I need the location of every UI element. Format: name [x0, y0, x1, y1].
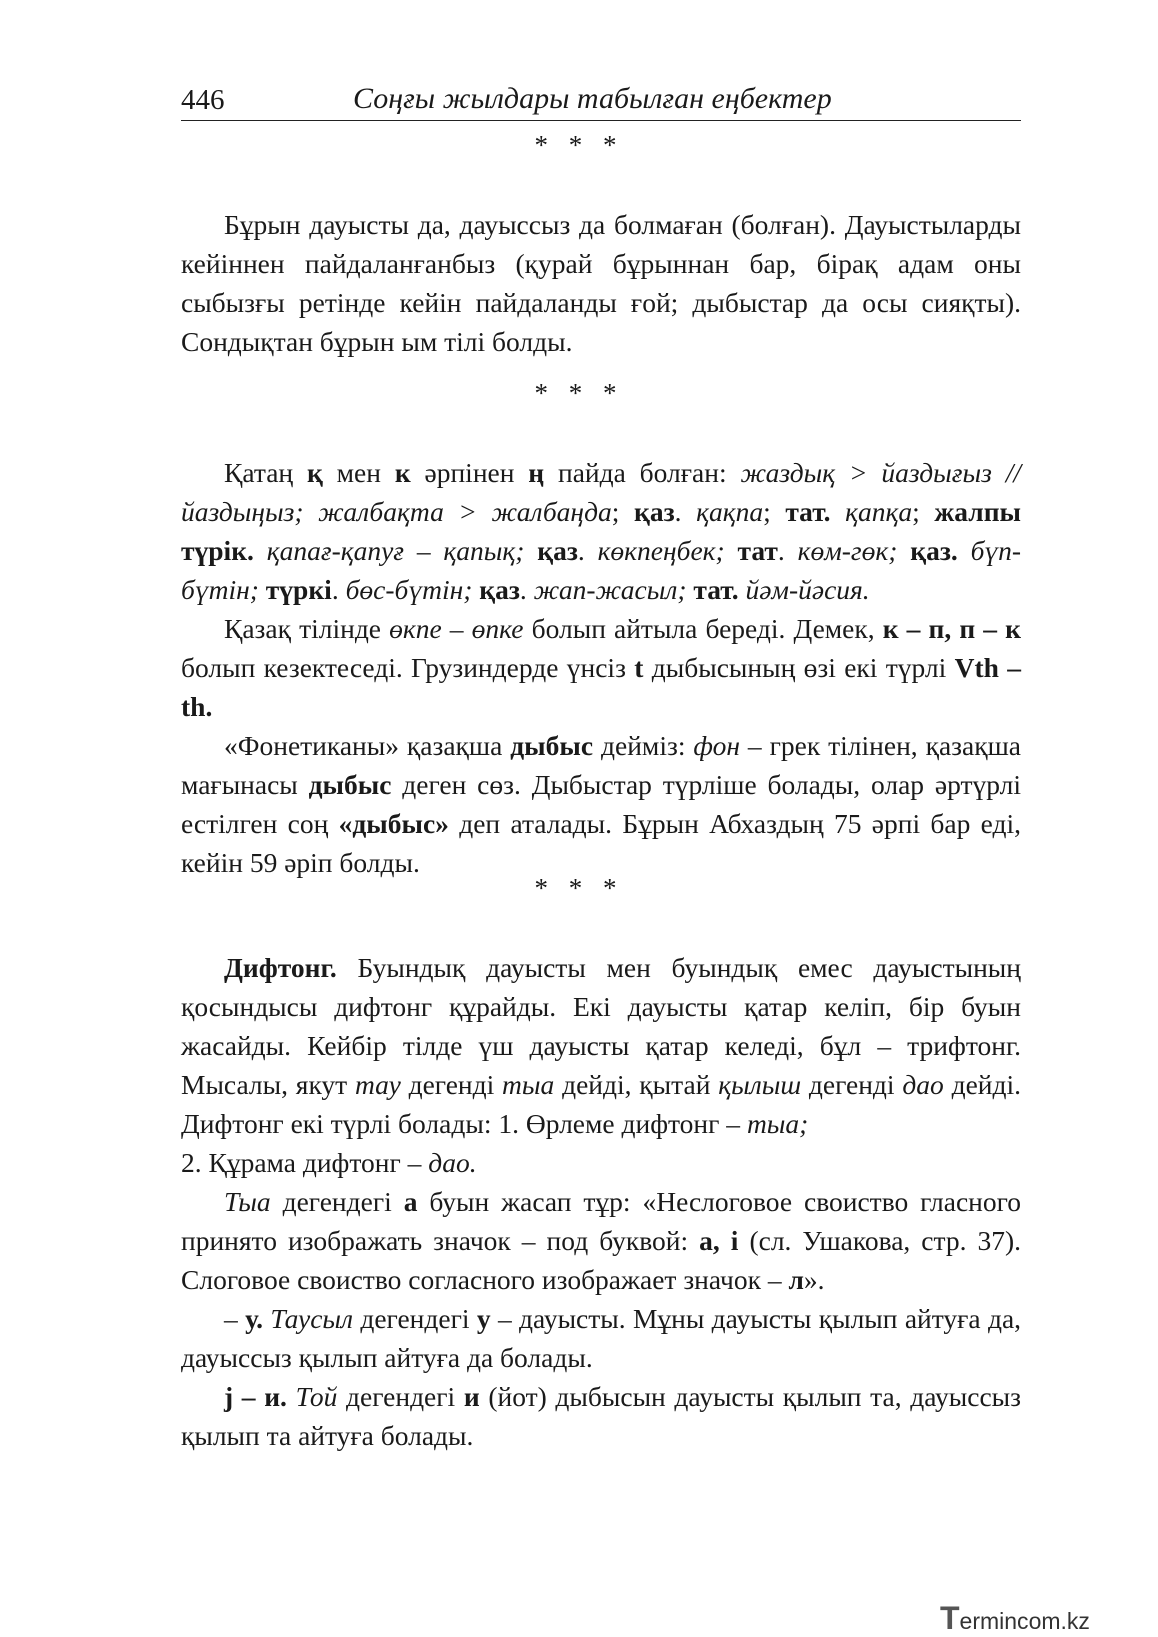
paragraph-yot: j – и. Той дегендегі и (йот) дыбысын дауысты қылып та, дауыссыз қылып та айтуға болады.	[181, 1381, 1022, 1451]
paragraph-tya: Тыа дегендегі а буын жасап тұр: «Неслоговое своиство гласного принято изображать значок – под буквой: а, і (сл. Ушакова, стр. 37). Слоговое своиство согласного изображает значок – л».	[181, 1186, 1022, 1295]
paragraph-diphthong-types: 2. Құрама дифтонг – дао.	[181, 1147, 477, 1178]
paragraph: Бұрын дауысты да, дауыссыз да болмаған (болған). Дауыстыларды кейіннен пайдаланғанбыз (қурай бұрыннан бар, бірақ адам оны сыбызғы ретінде кейін пайдаланды ғой; дыбыстар да осы сияқты). Сондықтан бұрын ым тілі болды.	[181, 209, 1021, 357]
running-title: Соңғы жылдары табылған еңбектер	[353, 82, 832, 115]
running-header	[181, 80, 1021, 121]
paragraph-hard-consonants: Қатаң қ мен к әрпінен ң пайда болған: жаздық > йаздығыз // йаздыңыз; жалбақта > жалбаңда; қаз. қақпа; тат. қапқа; жалпы түрік. қапағ-қапуғ – қапық; қаз. көкпеңбек; тат. көм-гөк; қаз. бүп-бүтін; түркі. бөс-бүтін; қаз. жап-жасыл; тат. йәм-йәсия.	[181, 457, 1022, 605]
paragraph-phonetics: «Фонетиканы» қазақша дыбыс дейміз: фон – грек тілінен, қазақша мағынасы дыбыс деген сөз. Дыбыстар түрліше болады, олар әртүрлі естілген соң «дыбыс» деп аталады. Бұрын Абхаздың 75 әрпі бар еді, кейін 59 әріп болды.	[181, 730, 1021, 878]
section-separator-1: * * *	[534, 130, 624, 160]
paragraph-kazakh-pronunciation: Қазақ тілінде өкпе – өпке болып айтыла береді. Демек, к – п, п – к болып кезектеседі. Грузиндерде үнсіз t дыбысының өзі екі түрлі Vth – th.	[181, 613, 1022, 722]
section-2	[181, 453, 1021, 882]
section-separator-2: * * *	[534, 378, 624, 408]
page-number: 446	[181, 84, 225, 116]
search-icon: o	[1028, 1608, 1042, 1634]
section-1	[181, 205, 1021, 361]
watermark-logo: Termincom.kz	[940, 1600, 1090, 1636]
paragraph-diphthong: Дифтонг. Буындық дауысты мен буындық емес дауыстының қосындысы дифтонг құрайды. Екі дауысты қатар келіп, бір буын жасайды. Кейбір тілде үш дауысты қатар келеді, бұл – трифтонг. Мысалы, якут тау дегенді тыа дейді, қытай қылыш дегенді дао дейді. Дифтонг екі түрлі болады: 1. Өрлеме дифтонг – тыа;	[181, 952, 1021, 1139]
paragraph-u: – у. Таусыл дегендегі у – дауысты. Мұны дауысты қылып айтуға да, дауыссыз қылып айтуға да болады.	[181, 1303, 1022, 1373]
section-separator-3: * * *	[534, 873, 624, 903]
section-3	[181, 948, 1021, 1455]
